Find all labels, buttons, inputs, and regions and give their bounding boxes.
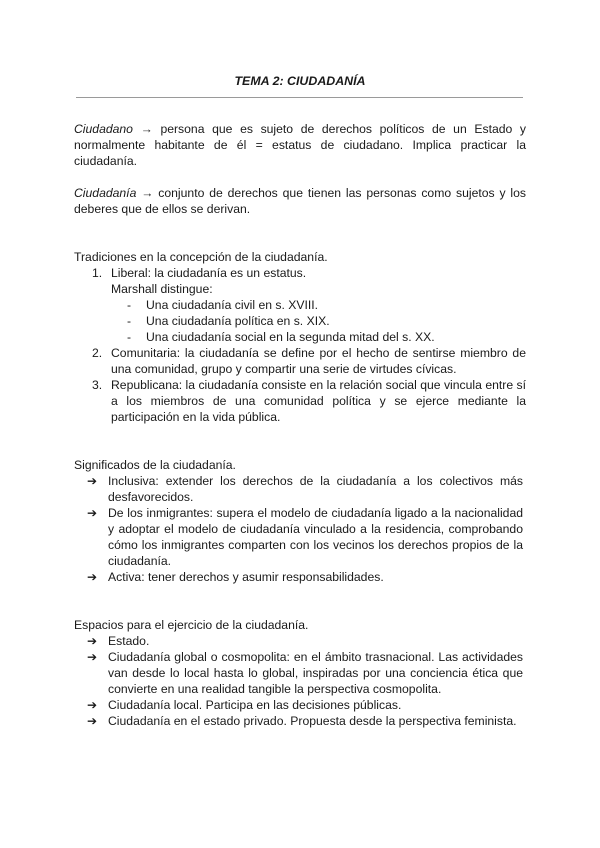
sub-list-item: - Una ciudadanía social en la segunda mitad del s. XX. <box>127 330 435 344</box>
dash-marker: - <box>127 330 132 344</box>
dash-marker: - <box>127 298 132 312</box>
item-text: Republicana: la ciudadanía consiste en la relación social que vincula entre sí a los miembros de una comunidad política y se ejerce mediante la participación en la vida pública. <box>111 378 526 424</box>
sub-list-item: - Una ciudadanía política en s. XIX. <box>127 314 330 328</box>
title-divider <box>76 97 523 98</box>
item-number: 1. <box>92 266 103 280</box>
definition-ciudadano <box>74 121 526 169</box>
item-number: 2. <box>92 346 103 360</box>
item-text: Estado. <box>108 634 150 648</box>
definition-term: Ciudadano <box>74 122 133 136</box>
arrow-bullet-icon: ➔ <box>87 698 98 712</box>
list-item <box>92 265 526 281</box>
arrow-bullet-icon: ➔ <box>87 634 98 648</box>
dash-marker: - <box>127 314 132 328</box>
arrow-bullet-icon: ➔ <box>87 650 98 664</box>
item-text: Activa: tener derechos y asumir responsabilidades. <box>108 570 384 584</box>
sub-heading: Marshall distingue: <box>111 282 213 296</box>
arrow-icon: → <box>141 186 154 200</box>
page-title: TEMA 2: CIUDADANÍA <box>234 74 366 88</box>
item-text: Ciudadanía en el estado privado. Propuesta desde la perspectiva feminista. <box>108 714 517 728</box>
section-heading-spaces: Espacios para el ejercicio de la ciudadanía. <box>74 618 309 632</box>
definition-text: persona que es sujeto de derechos políticos de un Estado y normalmente habitante de él = estatus de ciudadano. Implica practicar la ciudadanía. <box>74 122 527 168</box>
arrow-bullet-icon: ➔ <box>87 474 98 488</box>
list-item <box>92 345 526 377</box>
arrow-bullet-icon: ➔ <box>87 570 98 584</box>
section-heading-traditions: Tradiciones en la concepción de la ciudadanía. <box>74 250 328 264</box>
item-text: Ciudadanía global o cosmopolita: en el ámbito trasnacional. Las actividades van desde lo local hasta lo global, inspiradas por una conciencia ética que convierte en una realidad tangible la perspectiva cosmopolita. <box>108 650 523 696</box>
arrow-icon: → <box>140 122 153 136</box>
item-text: Liberal: la ciudadanía es un estatus. <box>111 266 307 280</box>
list-item <box>92 377 526 425</box>
definition-ciudadania <box>74 185 526 217</box>
item-number: 3. <box>92 378 103 392</box>
definition-text: conjunto de derechos que tienen las personas como sujetos y los deberes que de ellos se derivan. <box>74 186 527 216</box>
item-text: Inclusiva: extender los derechos de la ciudadanía a los colectivos más desfavorecidos. <box>108 474 523 504</box>
item-text: De los inmigrantes: supera el modelo de ciudadanía ligado a la nacionalidad y adoptar el modelo de ciudadanía vinculado a la residencia, comprobando cómo los inmigrantes comparten con los vecinos los derechos propios de la ciudadanía. <box>108 506 523 568</box>
arrow-bullet-icon: ➔ <box>87 714 98 728</box>
arrow-bullet-icon: ➔ <box>87 506 98 520</box>
definition-term: Ciudadanía <box>74 186 137 200</box>
section-heading-meanings: Significados de la ciudadanía. <box>74 458 236 472</box>
sub-list-item: - Una ciudadanía civil en s. XVIII. <box>127 298 319 312</box>
item-text: Comunitaria: la ciudadanía se define por el hecho de sentirse miembro de una comunidad, grupo y compartir una serie de virtudes cívicas. <box>111 346 526 376</box>
item-text: Ciudadanía local. Participa en las decisiones públicas. <box>108 698 402 712</box>
